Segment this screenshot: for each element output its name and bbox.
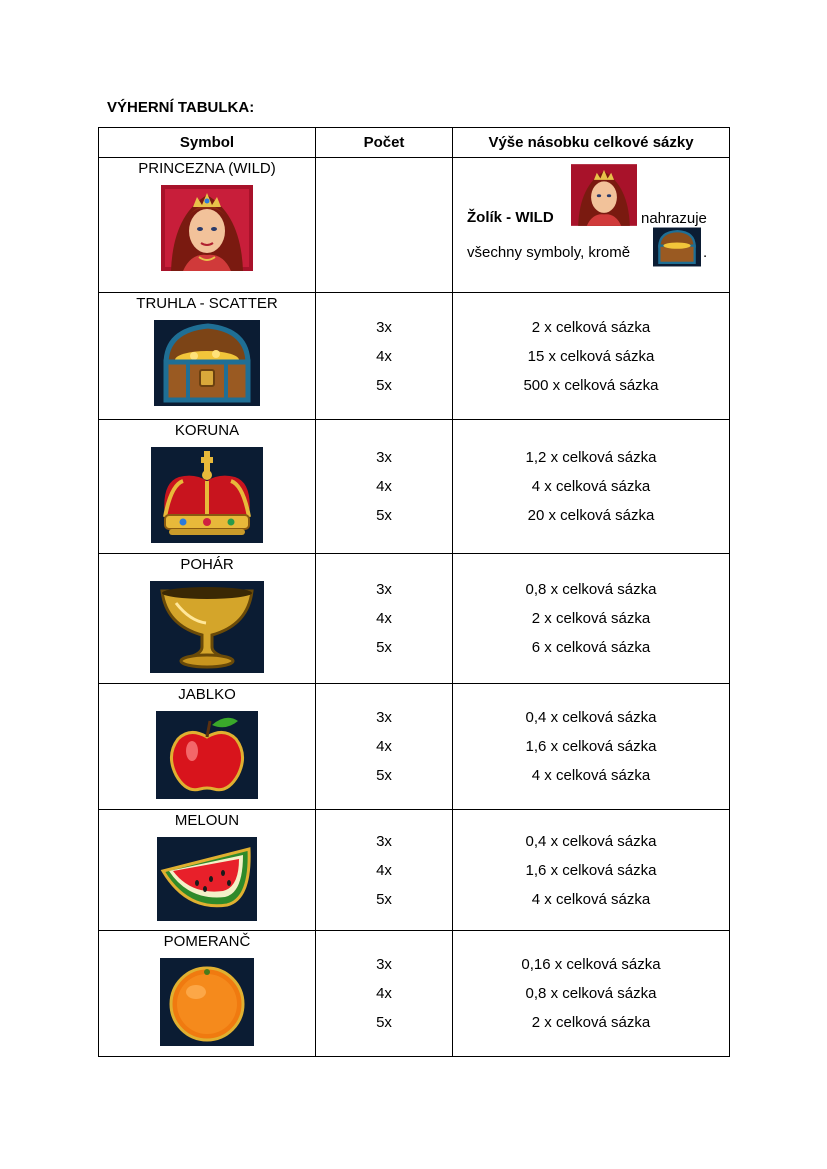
count-value: 4x: [376, 738, 392, 755]
payout-value: 2 x celková sázka: [531, 1014, 651, 1031]
column-header-count: Počet: [316, 128, 453, 158]
count-value: 4x: [376, 347, 392, 365]
wild-description-cell: [453, 158, 730, 293]
payout-value: 4 x celková sázka: [531, 890, 651, 908]
symbol-name: KORUNA: [174, 422, 240, 439]
table-row: [99, 684, 730, 810]
wild-desc-text: nahrazuje: [641, 210, 707, 227]
count-value: 5x: [376, 1014, 392, 1031]
count-cell: [316, 158, 453, 293]
count-value: 5x: [376, 767, 392, 784]
payout-cell: [453, 420, 730, 554]
symbol-name: MELOUN: [174, 812, 240, 829]
payout-value: 500 x celková sázka: [523, 376, 659, 394]
payout-value: 0,4 x celková sázka: [525, 832, 657, 850]
symbol-cell: [99, 810, 316, 931]
payout-value: 6 x celková sázka: [531, 639, 651, 656]
page-title: VÝHERNÍ TABULKA:: [107, 99, 255, 116]
count-value: 4x: [376, 861, 392, 879]
symbol-name: PRINCEZNA (WILD): [138, 160, 276, 177]
wild-desc-end: .: [703, 244, 708, 261]
count-cell: [316, 684, 453, 810]
payout-cell: [453, 931, 730, 1057]
princess-icon: [571, 164, 637, 226]
count-cell: [316, 554, 453, 684]
count-value: 5x: [376, 639, 392, 656]
princess-icon: [161, 185, 253, 271]
payout-value: 0,16 x celková sázka: [521, 956, 661, 973]
crown-icon: [151, 447, 263, 543]
symbol-cell: [99, 554, 316, 684]
table-row: [99, 293, 730, 420]
table-row-wild: [99, 158, 730, 293]
table-row: [99, 810, 730, 931]
symbol-cell: [99, 931, 316, 1057]
treasure-chest-icon: [653, 227, 701, 267]
payout-value: 4 x celková sázka: [531, 767, 651, 784]
symbol-name: JABLKO: [178, 686, 236, 703]
apple-icon: [156, 711, 258, 799]
count-value: 4x: [376, 478, 392, 495]
column-header-multiplier: Výše násobku celkové sázky: [453, 128, 730, 158]
count-value: 5x: [376, 376, 392, 394]
header-row: [99, 128, 730, 158]
orange-icon: [160, 958, 254, 1046]
payout-value: 20 x celková sázka: [527, 507, 655, 524]
payout-value: 0,4 x celková sázka: [525, 709, 657, 726]
payout-value: 1,6 x celková sázka: [525, 861, 657, 879]
watermelon-icon: [157, 837, 257, 921]
symbol-name: POMERANČ: [163, 933, 251, 950]
payout-value: 1,2 x celková sázka: [525, 449, 657, 466]
symbol-cell: [99, 293, 316, 420]
payout-cell: [453, 684, 730, 810]
payout-cell: [453, 810, 730, 931]
count-cell: [316, 293, 453, 420]
count-cell: [316, 810, 453, 931]
symbol-cell: [99, 158, 316, 293]
symbol-name: POHÁR: [180, 556, 234, 573]
payout-value: 4 x celková sázka: [531, 478, 651, 495]
column-header-symbol: Symbol: [99, 128, 316, 158]
count-value: 3x: [376, 832, 392, 850]
symbol-cell: [99, 684, 316, 810]
payout-value: 0,8 x celková sázka: [525, 985, 657, 1002]
symbol-cell: [99, 420, 316, 554]
count-value: 3x: [376, 709, 392, 726]
payout-value: 2 x celková sázka: [531, 610, 651, 627]
count-value: 4x: [376, 610, 392, 627]
payout-cell: [453, 293, 730, 420]
count-cell: [316, 931, 453, 1057]
count-value: 3x: [376, 956, 392, 973]
symbol-name: TRUHLA - SCATTER: [136, 295, 278, 312]
table-row: [99, 420, 730, 554]
payout-value: 15 x celková sázka: [527, 347, 655, 365]
paytable: [98, 127, 730, 1057]
count-value: 3x: [376, 318, 392, 336]
goblet-icon: [150, 581, 264, 673]
count-value: 3x: [376, 581, 392, 598]
wild-desc-text-2: všechny symboly, kromě: [467, 244, 631, 261]
payout-value: 1,6 x celková sázka: [525, 738, 657, 755]
treasure-chest-icon: [154, 320, 260, 406]
count-value: 4x: [376, 985, 392, 1002]
table-row: [99, 554, 730, 684]
count-value: 3x: [376, 449, 392, 466]
payout-cell: [453, 554, 730, 684]
count-cell: [316, 420, 453, 554]
count-value: 5x: [376, 507, 392, 524]
payout-value: 2 x celková sázka: [531, 318, 651, 336]
count-value: 5x: [376, 890, 392, 908]
wild-label: Žolík - WILD: [467, 209, 554, 226]
table-row: [99, 931, 730, 1057]
payout-value: 0,8 x celková sázka: [525, 581, 657, 598]
